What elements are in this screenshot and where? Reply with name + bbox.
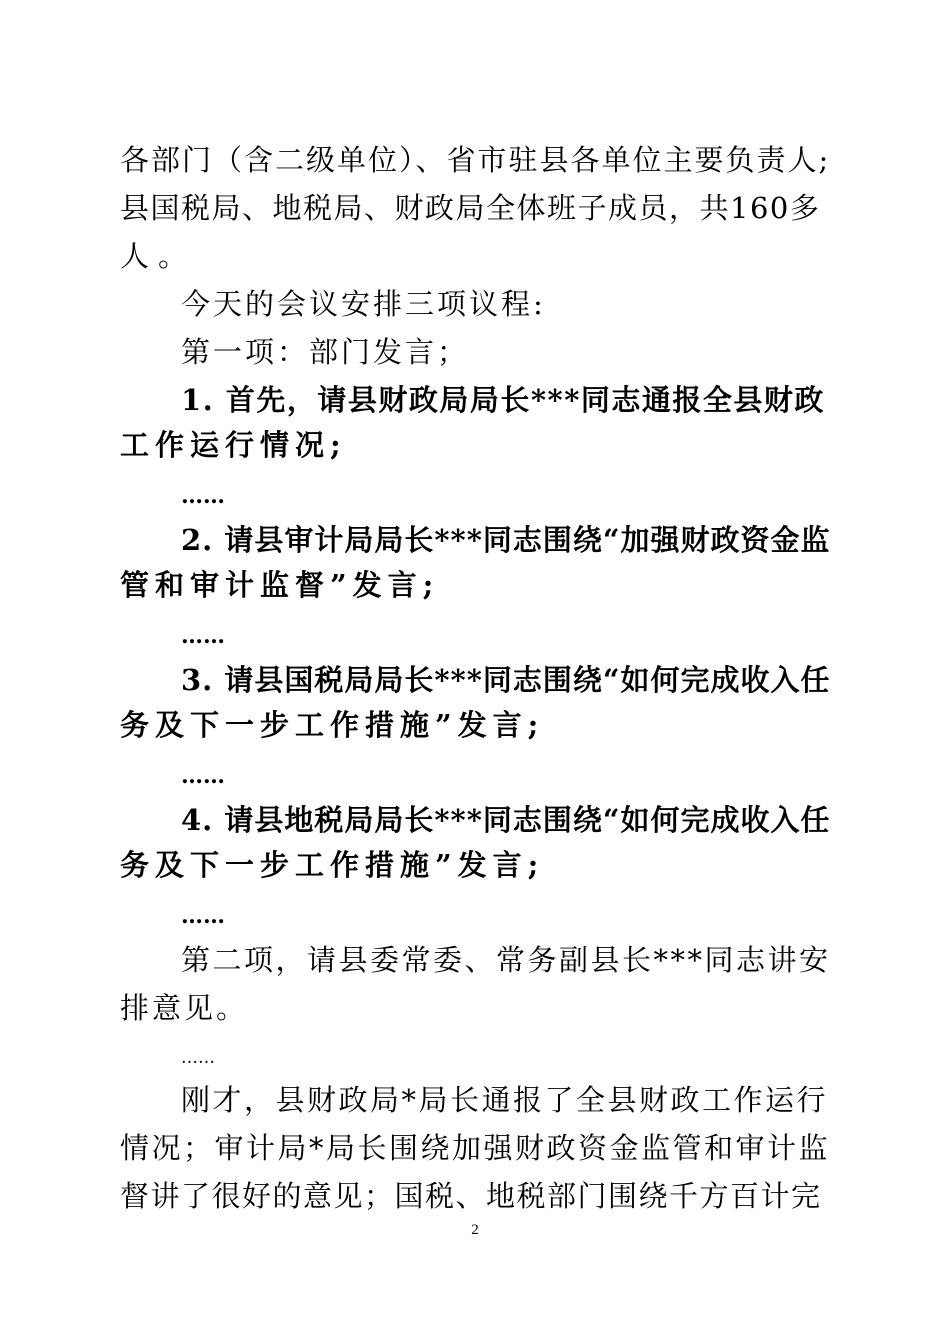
agenda-subitem: 3. 请县国税局局长***同志围绕“如何完成收入任	[181, 663, 831, 697]
ellipsis-placeholder: ……	[181, 483, 225, 509]
ellipsis-placeholder: ……	[181, 623, 225, 649]
agenda-subitem: 1. 首先，请县财政局局长***同志通报全县财政	[181, 383, 825, 417]
paragraph-line: 排意见。	[120, 991, 249, 1025]
page-number: 2	[471, 1222, 479, 1238]
agenda-subitem: 2. 请县审计局局长***同志围绕“加强财政资金监	[181, 523, 831, 557]
ellipsis-placeholder: ……	[181, 903, 225, 929]
agenda-subitem: 4. 请县地税局局长***同志围绕“如何完成收入任	[181, 803, 831, 837]
agenda-item-heading: 第二项，请县委常委、常务副县长***同志讲安	[181, 943, 831, 977]
paragraph-line: 人。	[120, 239, 197, 273]
paragraph-line: 刚才，县财政局*局长通报了全县财政工作运行	[181, 1083, 829, 1117]
ellipsis-placeholder: ……	[181, 763, 225, 789]
agenda-subitem-continued: 管和审计监督”发言;	[120, 568, 440, 602]
agenda-subitem-continued: 工作运行情况;	[120, 428, 347, 462]
agenda-intro: 今天的会议安排三项议程:	[181, 287, 546, 321]
paragraph-line: 督讲了很好的意见；国税、地税部门围绕千方百计完	[120, 1179, 822, 1213]
agenda-subitem-continued: 务及下一步工作措施”发言;	[120, 708, 545, 742]
agenda-item-heading: 第一项：部门发言；	[181, 335, 470, 369]
paragraph-line: 情况；审计局*局长围绕加强财政资金监管和审计监	[120, 1131, 831, 1165]
ellipsis-placeholder: ……	[181, 1048, 215, 1068]
agenda-subitem-continued: 务及下一步工作措施”发言;	[120, 848, 545, 882]
paragraph-line: 县国税局、地税局、财政局全体班子成员，共160多	[120, 191, 821, 225]
paragraph-line: 各部门（含二级单位）、省市驻县各单位主要负责人;	[120, 143, 831, 177]
